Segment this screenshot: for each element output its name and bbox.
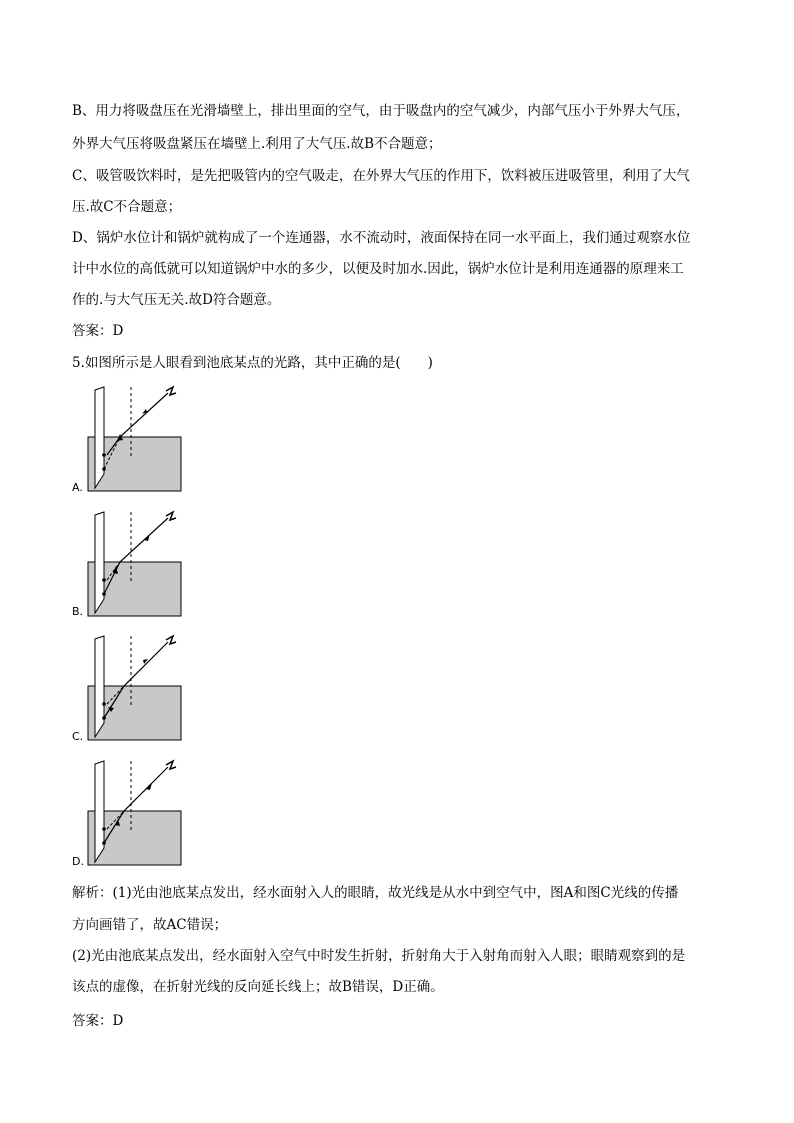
prev-line-2: 外界大气压将吸盘紧压在墙壁上.利用了大气压.故B不合题意； — [72, 136, 442, 152]
diagram-a-light-path — [86, 385, 186, 493]
prev-line-6: 计中水位的高低就可以知道锅炉中水的多少，以便及时加水.因此，锅炉水位计是利用连通器的原理来工 — [72, 261, 684, 277]
diagram-d-light-path — [86, 759, 186, 867]
diagram-c-light-path — [86, 634, 186, 742]
analysis-line-1: 解析：(1)光由池底某点发出，经水面射入人的眼睛，故光线是从水中到空气中，图A和图C光线的传播 — [72, 885, 679, 901]
analysis-line-2: 方向画错了，故AC错误； — [72, 917, 228, 933]
diagram-b-light-path — [86, 510, 186, 618]
prev-line-3: C、吸管吸饮料时，是先把吸管内的空气吸走，在外界大气压的作用下，饮料被压进吸管里，利用了大气 — [72, 168, 690, 184]
prev-line-5: D、锅炉水位计和锅炉就构成了一个连通器，水不流动时，液面保持在同一水平面上，我们通过观察水位 — [72, 230, 691, 246]
option-b-label: B. — [72, 605, 84, 618]
option-a-label: A. — [72, 481, 83, 494]
prev-line-7: 作的.与大气压无关.故D符合题意。 — [72, 292, 281, 308]
prev-line-1: B、用力将吸盘压在光滑墙壁上，排出里面的空气，由于吸盘内的空气减少，内部气压小于外界大气压， — [72, 103, 690, 119]
prev-answer: 答案：D — [72, 323, 124, 339]
analysis-answer: 答案：D — [72, 1013, 124, 1029]
analysis-line-3: (2)光由池底某点发出，经水面射入空气中时发生折射，折射角大于入射角而射入人眼；眼睛观察到的是 — [72, 948, 686, 964]
analysis-line-4: 该点的虚像，在折射光线的反向延长线上；故B错误，D正确。 — [72, 979, 444, 995]
option-c-label: C. — [72, 730, 84, 743]
prev-line-4: 压.故C不合题意； — [72, 199, 182, 215]
question-5-stem: 5.如图所示是人眼看到池底某点的光路，其中正确的是( ) — [72, 355, 433, 371]
option-d-label: D. — [72, 855, 84, 868]
